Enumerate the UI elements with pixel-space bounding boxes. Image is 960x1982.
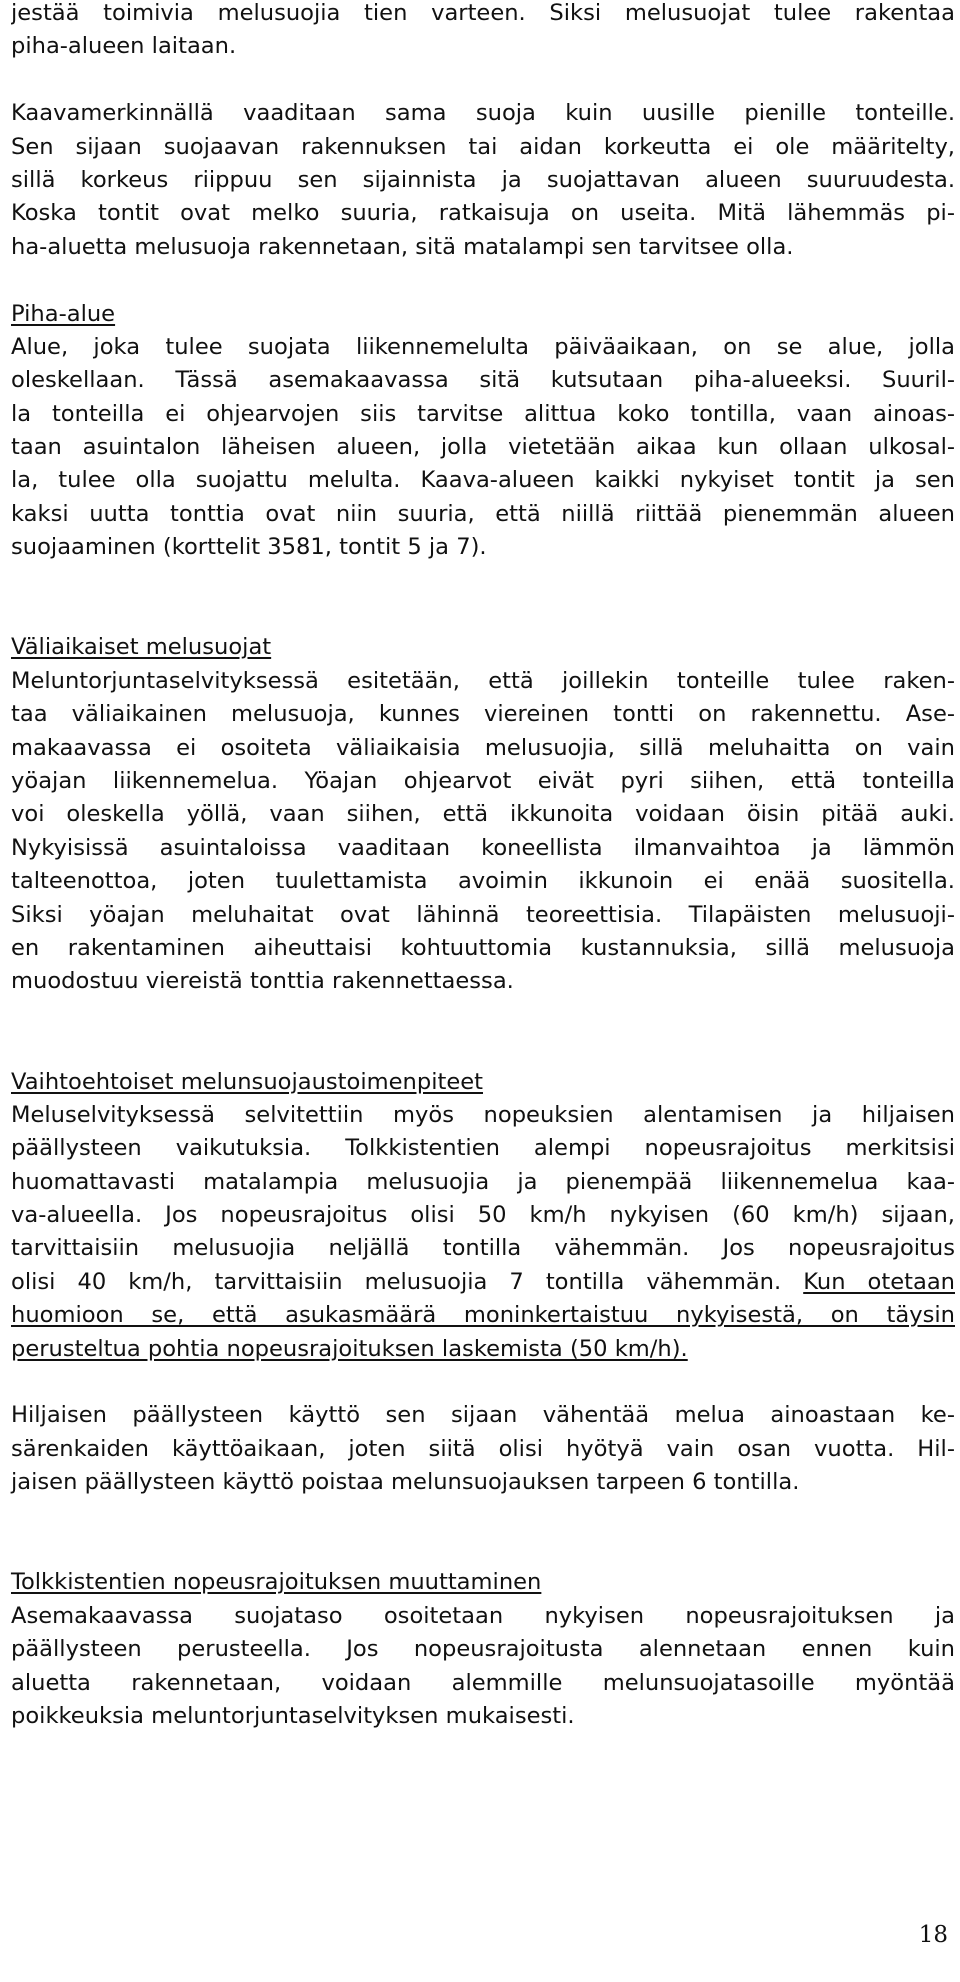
text-line: sillä korkeus riippuu sen sijainnista ja suojattavan alueen suuruudesta. xyxy=(11,166,955,193)
text-line-mixed xyxy=(11,1266,955,1299)
text-line: Siksi yöajan meluhaitat ovat lähinnä teoreettisia. Tilapäisten melusuoji- xyxy=(11,901,955,928)
text-line: Alue, joka tulee suojata liikennemelulta päiväaikaan, on se alue, jolla xyxy=(11,333,955,360)
text-line: taa väliaikainen melusuoja, kunnes viereinen tontti on rakennettu. Ase- xyxy=(11,701,955,728)
text-line: aluetta rakennetaan, voidaan alemmille melunsuojatasoille myöntää xyxy=(11,1669,955,1696)
tolkkistentien-section xyxy=(11,1566,955,1733)
text-line: kaksi uutta tonttia ovat niin suuria, että niillä riittää pienemmän alueen xyxy=(11,500,955,527)
section-heading: Piha-alue xyxy=(11,300,116,327)
text-line: muodostuu viereistä tonttia rakennettaessa. xyxy=(11,968,514,995)
text-line: talteenottoa, joten tuulettamista avoimin ikkunoin ei enää suositella. xyxy=(11,868,955,895)
text-span: olisi 40 km/h, tarvittaisiin melusuojia 7 tontilla vähemmän. xyxy=(11,1268,804,1295)
intro-paragraph xyxy=(11,0,955,64)
vaihtoehtoiset-section xyxy=(11,1066,955,1367)
text-line: en rakentaminen aiheuttaisi kohtuuttomia kustannuksia, sillä melusuoja xyxy=(11,934,955,961)
text-line: päällysteen vaikutuksia. Tolkkistentien alempi nopeusrajoitus merkitsisi xyxy=(11,1135,955,1162)
section-heading: Vaihtoehtoiset melunsuojaustoimenpiteet xyxy=(11,1068,483,1095)
text-line: Asemakaavassa suojataso osoitetaan nykyisen nopeusrajoituksen ja xyxy=(11,1602,955,1629)
document-page xyxy=(11,0,955,1733)
underlined-text-line: huomioon se, että asukasmäärä moninkertaistuu nykyisestä, on täysin xyxy=(11,1302,955,1329)
piha-alue-section xyxy=(11,298,955,565)
text-line: Meluntorjuntaselvityksessä esitetään, että joillekin tonteille tulee raken- xyxy=(11,667,955,694)
section-heading: Väliaikaiset melusuojat xyxy=(11,634,272,661)
text-line: särenkaiden käyttöaikaan, joten siitä olisi hyötyä vain osan vuotta. Hil- xyxy=(11,1435,955,1462)
underlined-text-span: Kun otetaan xyxy=(803,1268,955,1295)
hiljaisen-paragraph xyxy=(11,1399,955,1499)
text-line: jestää toimivia melusuojia tien varteen. Siksi melusuojat tulee rakentaa xyxy=(11,0,955,26)
text-line: makaavassa ei osoiteta väliaikaisia melusuojia, sillä meluhaitta on vain xyxy=(11,734,955,761)
text-line: va-alueella. Jos nopeusrajoitus olisi 50 km/h nykyisen (60 km/h) sijaan, xyxy=(11,1202,955,1229)
text-line: huomattavasti matalampia melusuojia ja pienempää liikennemelua kaa- xyxy=(11,1168,955,1195)
text-line: la tonteilla ei ohjearvojen siis tarvitse alittua koko tontilla, vaan ainoas- xyxy=(11,400,955,427)
text-line: Nykyisissä asuintaloissa vaaditaan koneellista ilmanvaihtoa ja lämmön xyxy=(11,834,955,861)
underlined-text-line-last xyxy=(11,1333,955,1366)
text-line: tarvittaisiin melusuojia neljällä tontilla vähemmän. Jos nopeusrajoitus xyxy=(11,1235,955,1262)
valiaikaiset-section xyxy=(11,631,955,998)
section-heading: Tolkkistentien nopeusrajoituksen muuttaminen xyxy=(11,1569,542,1596)
text-line: poikkeuksia meluntorjuntaselvityksen mukaisesti. xyxy=(11,1702,575,1729)
text-line: oleskellaan. Tässä asemakaavassa sitä kutsutaan piha-alueeksi. Suuril- xyxy=(11,367,955,394)
text-line: Kaavamerkinnällä vaaditaan sama suoja kuin uusille pienille tonteille. xyxy=(11,100,955,127)
text-line: ha-aluetta melusuoja rakennetaan, sitä matalampi sen tarvitsee olla. xyxy=(11,233,794,260)
text-line: yöajan liikennemelua. Yöajan ohjearvot eivät pyri siihen, että tonteilla xyxy=(11,767,955,794)
text-line: jaisen päällysteen käyttö poistaa melunsuojauksen tarpeen 6 tontilla. xyxy=(11,1469,800,1496)
text-line: suojaaminen (korttelit 3581, tontit 5 ja 7). xyxy=(11,534,487,561)
text-line: taan asuintalon läheisen alueen, jolla vietetään aikaa kun ollaan ulkosal- xyxy=(11,434,955,461)
text-line: voi oleskella yöllä, vaan siihen, että ikkunoita voidaan öisin pitää auki. xyxy=(11,801,955,828)
underlined-text-span: perusteltua pohtia nopeusrajoituksen laskemista (50 km/h). xyxy=(11,1335,688,1362)
text-line: la, tulee olla suojattu melulta. Kaava-alueen kaikki nykyiset tontit ja sen xyxy=(11,467,955,494)
text-line: Meluselvityksessä selvitettiin myös nopeuksien alentamisen ja hiljaisen xyxy=(11,1101,955,1128)
text-line: Hiljaisen päällysteen käyttö sen sijaan vähentää melua ainoastaan ke- xyxy=(11,1402,955,1429)
kaava-paragraph xyxy=(11,97,955,264)
text-line: Sen sijaan suojaavan rakennuksen tai aidan korkeutta ei ole määritelty, xyxy=(11,133,955,160)
page-number: 18 xyxy=(918,1922,948,1948)
text-line: päällysteen perusteella. Jos nopeusrajoitusta alennetaan ennen kuin xyxy=(11,1636,955,1663)
text-line: piha-alueen laitaan. xyxy=(11,33,237,60)
text-line: Koska tontit ovat melko suuria, ratkaisuja on useita. Mitä lähemmäs pi- xyxy=(11,200,955,227)
